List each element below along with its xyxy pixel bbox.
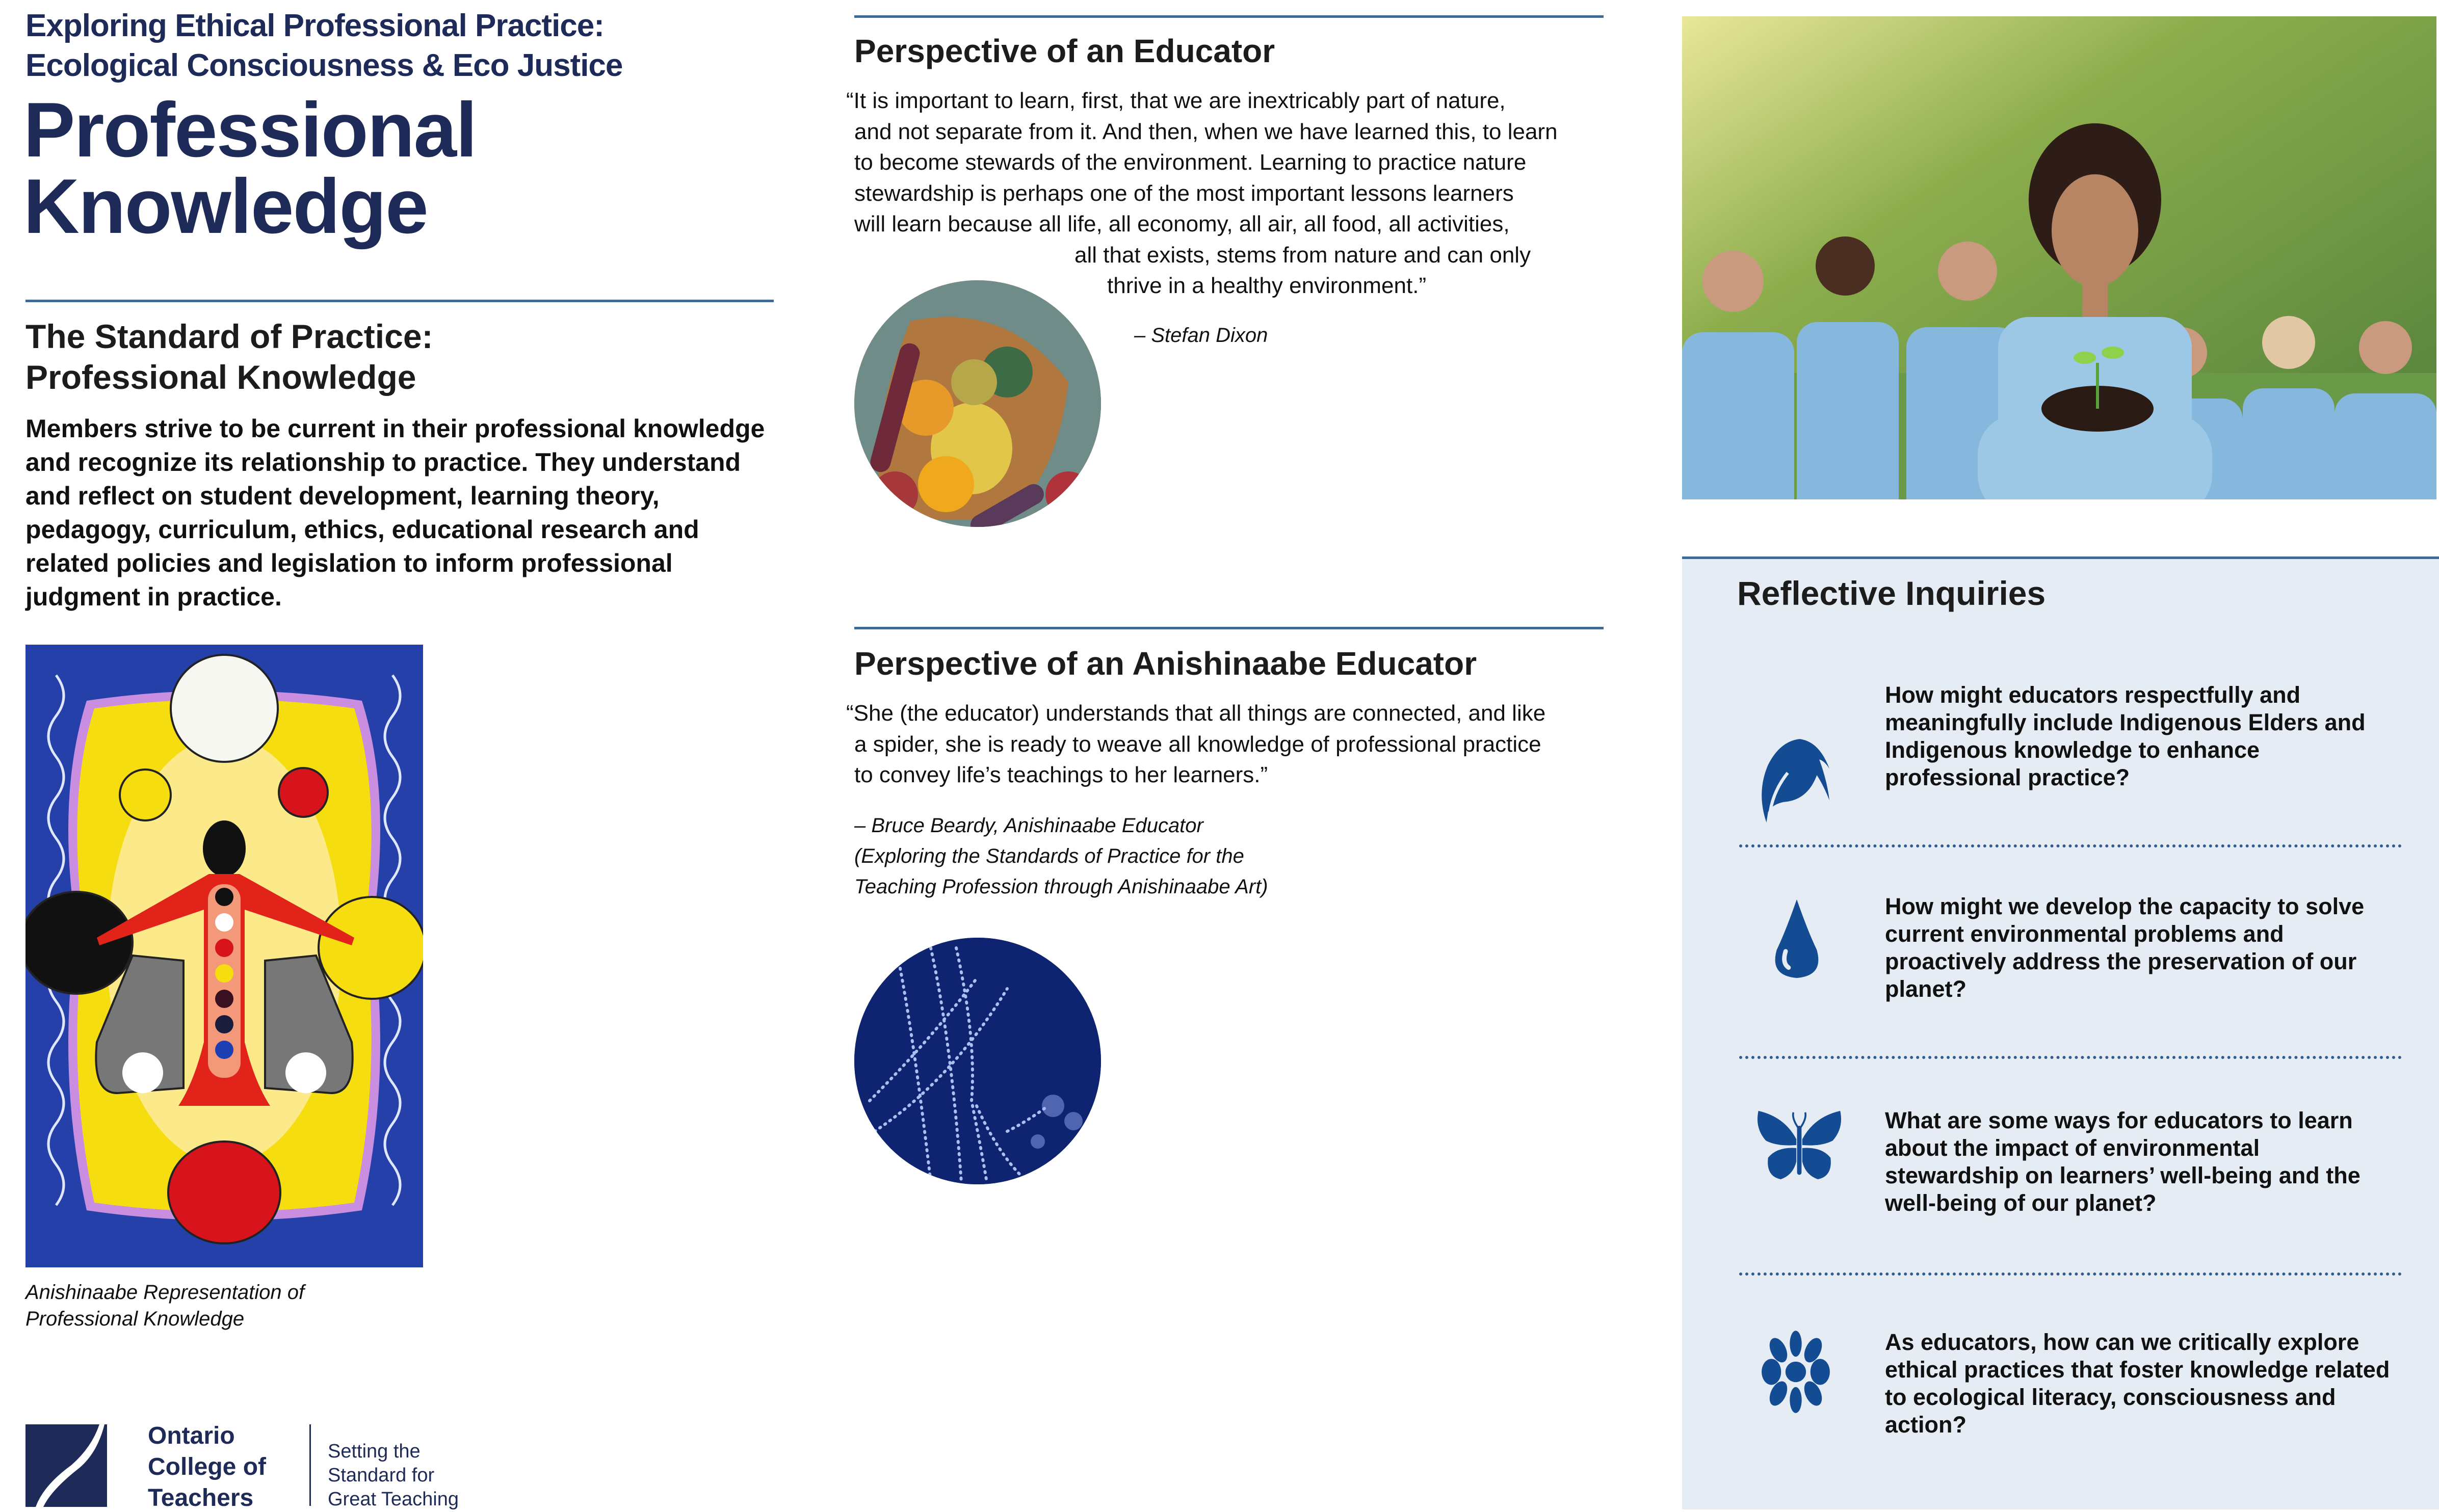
leaf-icon (1748, 737, 1835, 824)
heading-line: The Standard of Practice: (25, 317, 433, 355)
subtitle-line: Ecological Consciousness & Eco Justice (25, 48, 623, 83)
document-subtitle (25, 6, 790, 86)
anishinaabe-perspective-heading: Perspective of an Anishinaabe Educator (854, 645, 1477, 682)
logo-name (148, 1420, 266, 1512)
harvest-cornucopia-image (854, 280, 1101, 527)
spider-web-illustration (854, 938, 1101, 1184)
quote-line: “She (the educator) understands that all things are connected, and like (846, 701, 1546, 726)
educator-perspective-heading: Perspective of an Educator (854, 33, 1275, 69)
reflective-inquiries-panel (1682, 556, 2439, 1509)
flower-icon (1752, 1329, 1839, 1415)
photo-illustration (1682, 16, 2436, 499)
inquiry-text: How might educators respectfully and meaningfully include Indigenous Elders and Indigenous knowledge to enhance professional practice? (1885, 682, 2366, 790)
attribution-line: – Bruce Beardy, Anishinaabe Educator (854, 814, 1203, 837)
inquiry-divider (1739, 1056, 2402, 1059)
oct-logo-mark-icon (25, 1424, 107, 1507)
quote-line: and not separate from it. And then, when we have learned this, to learn (854, 119, 1558, 144)
logo-divider (309, 1424, 311, 1506)
title-line: Knowledge (23, 163, 428, 250)
ontario-college-of-teachers-logo[interactable] (25, 1424, 484, 1511)
title-line: Professional (23, 87, 477, 173)
artwork-illustration (25, 645, 423, 1267)
educator-quote (846, 86, 1621, 302)
quote-line: stewardship is perhaps one of the most important lessons learners (854, 180, 1514, 206)
inquiry-text: What are some ways for educators to learn about the impact of environmental stewardship on learners’ well-being and the well-being of our planet? (1885, 1107, 2361, 1216)
educator-attribution: – Stefan Dixon (1134, 324, 1268, 347)
inquiry-text: How might we develop the capacity to solve current environmental problems and proactively address the preservation of our planet? (1885, 893, 2365, 1002)
quote-line: all that exists, stems from nature and can only (1074, 242, 1531, 268)
reflective-inquiries-heading: Reflective Inquiries (1737, 574, 2046, 612)
volunteers-holding-seedlings-photo (1682, 16, 2436, 499)
water-drop-icon (1769, 898, 1825, 979)
section-divider (854, 15, 1604, 18)
inquiry-divider (1739, 1272, 2402, 1276)
quote-line: will learn because all life, all economy, all air, all food, all activities, (854, 211, 1510, 236)
logo-name-line: Teachers (148, 1484, 254, 1511)
quote-line: a spider, she is ready to weave all knowledge of professional practice (854, 731, 1541, 757)
butterfly-icon (1753, 1109, 1845, 1181)
anishinaabe-quote (846, 698, 1621, 791)
inquiry-divider (1739, 844, 2402, 847)
tagline-line: Setting the (328, 1441, 421, 1462)
artwork-caption (25, 1279, 484, 1332)
cornucopia-illustration (854, 280, 1101, 527)
inquiry-text: As educators, how can we critically explore ethical practices that foster knowledge related to ecological literacy, consciousness and action? (1885, 1329, 2390, 1438)
anishinaabe-artwork (25, 645, 423, 1267)
quote-line: to convey life’s teachings to her learners.” (854, 762, 1268, 787)
logo-name-line: College of (148, 1453, 267, 1480)
anishinaabe-attribution (854, 810, 1268, 902)
caption-line: Anishinaabe Representation of (25, 1281, 305, 1304)
standard-heading (25, 316, 739, 397)
tagline-line: Standard for (328, 1465, 435, 1486)
logo-name-line: Ontario (148, 1422, 235, 1449)
attribution-line: (Exploring the Standards of Practice for the (854, 845, 1244, 867)
logo-tagline (328, 1440, 459, 1511)
tagline-line: Great Teaching (328, 1489, 459, 1510)
page-title (23, 87, 635, 250)
quote-line: to become stewards of the environment. Learning to practice nature (854, 150, 1527, 175)
dewy-spider-web-image (854, 938, 1101, 1184)
attribution-line: Teaching Profession through Anishinaabe Art) (854, 876, 1268, 898)
standard-description: Members strive to be current in their professional knowledge and recognize its relationship to practice. They understand and reflect on student development, learning theory, pedagogy, curriculum, ethics, educational research and related policies and legislation to inform professional judgment in practice. (25, 414, 765, 611)
quote-line: “It is important to learn, first, that we are inextricably part of nature, (846, 88, 1506, 113)
subtitle-line: Exploring Ethical Professional Practice: (25, 8, 604, 43)
heading-line: Professional Knowledge (25, 358, 416, 396)
quote-line: thrive in a healthy environment.” (1107, 273, 1427, 298)
section-divider (854, 627, 1604, 629)
section-divider (25, 300, 774, 302)
caption-line: Professional Knowledge (25, 1308, 245, 1330)
